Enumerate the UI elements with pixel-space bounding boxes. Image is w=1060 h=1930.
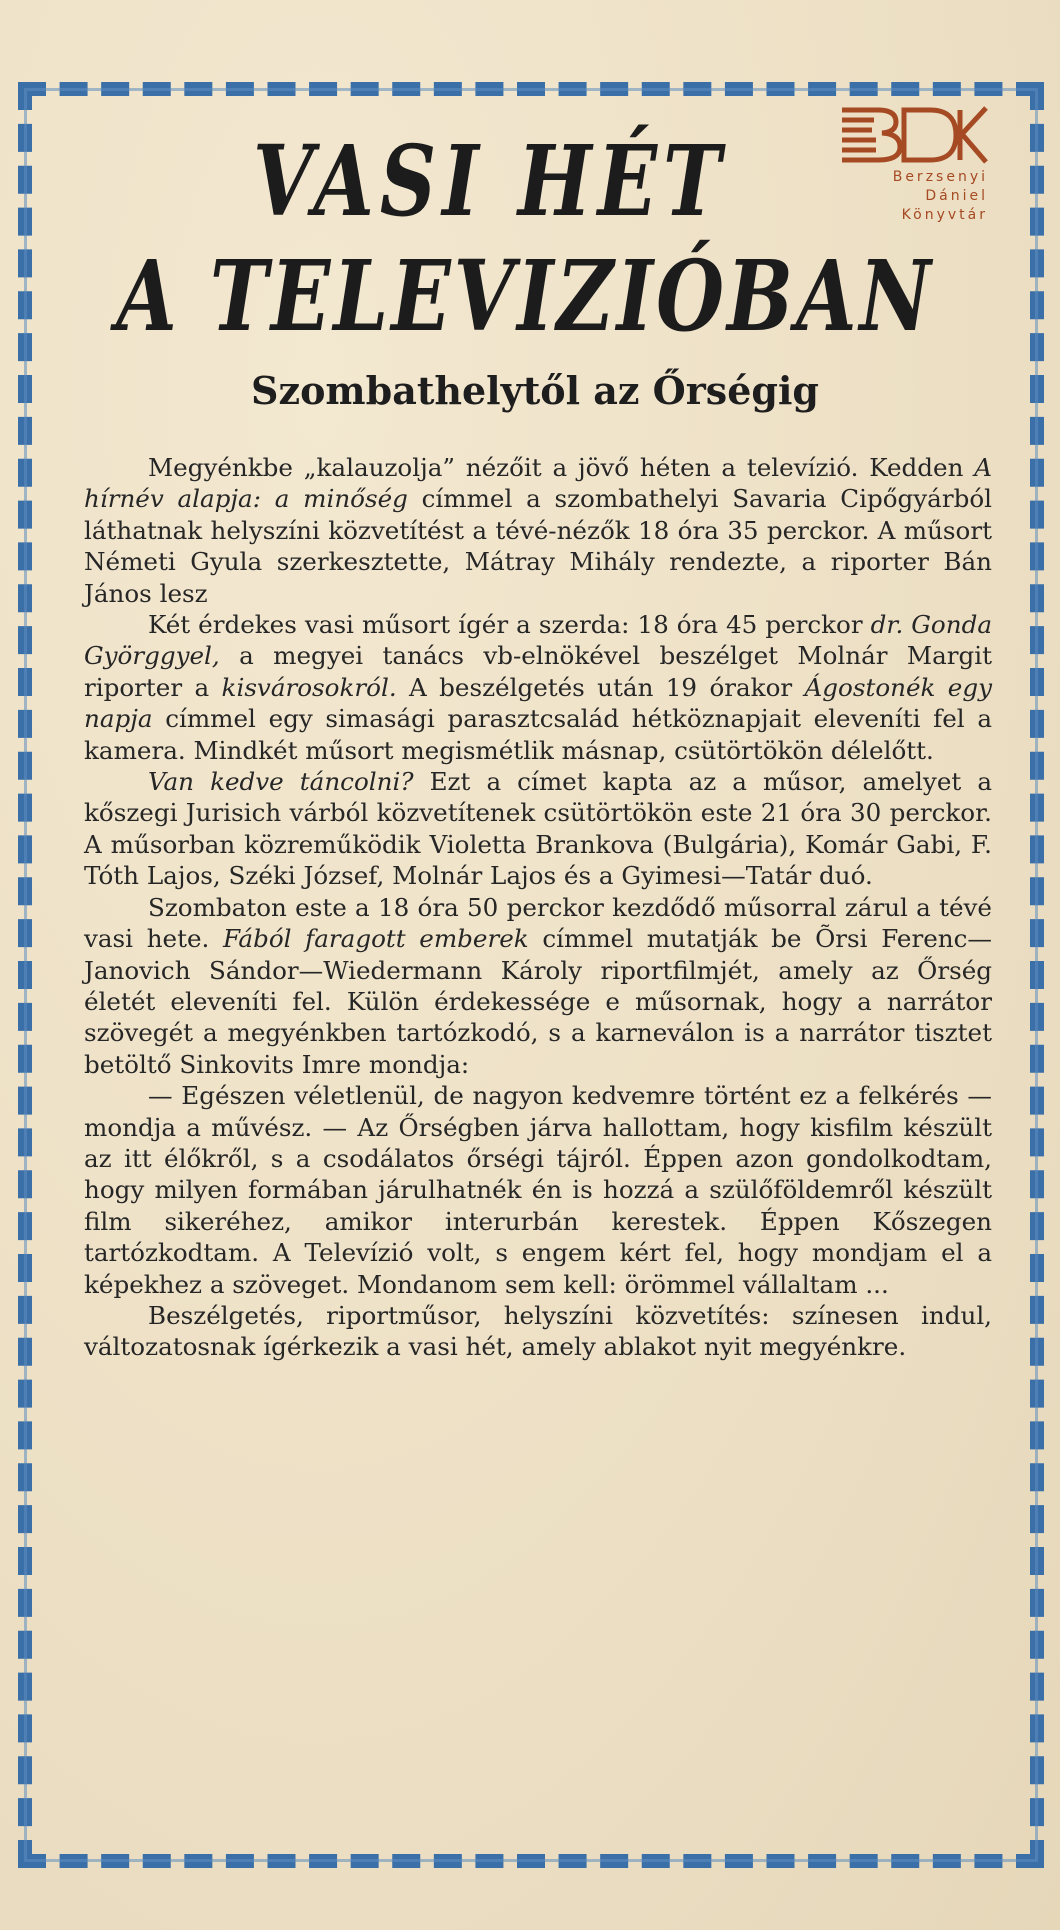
subheadline: Szombathelytől az Őrségig <box>251 368 819 413</box>
program-title: Fából faragott emberek <box>223 924 529 954</box>
paragraph-2 <box>84 609 992 766</box>
text-run: Szombaton este a 18 óra 50 perckor kezdődő műsorral zárul a tévé vasi hete. <box>84 892 992 954</box>
paragraph-4 <box>84 892 992 1080</box>
text-run: Ezt a címet kapta az a műsor, amelyet a kőszegi Jurisich várból közvetítenek csütörtökön este 21 óra 30 perckor. A műsorban közreműködik Violetta Brankova (Bulgária), Komár Gabi, F. Tóth Lajos, Széki József, Molnár Lajos és a Gyimesi—Tatár duó. <box>84 767 992 891</box>
paragraph-1 <box>84 452 992 609</box>
program-title: A hírnév alapja: a minőség <box>84 453 992 514</box>
bdk-logo-icon <box>838 102 988 164</box>
text-run: címmel a szombathelyi Savaria Cipőgyárból láthatnak helyszíni közvetítést a tévé-nézők 18 óra 35 perckor. A műsort Németi Gyula szerkesztette, Mátray Mihály rendezte, a riporter Bán János lesz <box>84 484 993 608</box>
paragraph-3 <box>84 766 992 892</box>
library-logo <box>838 102 988 225</box>
program-title: Ágostonék egy napja <box>84 672 993 734</box>
paragraph-5-quote: — Egészen véletlenül, de nagyon kedvemre történt ez a felkérés — mondja a művész. — Az Őrségben járva hallottam, hogy kisfilm készült az itt élőkről, s a csodálatos őrségi tájról. Éppen azon gondolkodtam, hogy milyen formában járulhatnék én is hozzá a szülőföldemről készült film sikeréhez, amikor interurbán kerestek. Éppen Kőszegen tartózkodtam. A Televízió volt, s engem kért fel, hogy mondjam el a képekhez a szöveget. Mondanom sem kell: örömmel vállaltam ... <box>84 1081 992 1299</box>
logo-line-1: Berzsenyi <box>892 169 988 185</box>
topic: kisvárosokról. <box>221 672 397 702</box>
headline-line-2: A TELEVIZIÓBAN <box>116 240 934 354</box>
logo-line-2: Dániel <box>925 188 988 204</box>
program-title: Van kedve táncolni? <box>148 767 414 797</box>
logo-line-3: Könyvtár <box>901 207 988 223</box>
headline-line-1: VASI HÉT <box>252 125 728 239</box>
text-run: A beszélgetés után 19 órakor <box>396 672 805 702</box>
logo-caption <box>838 168 988 225</box>
text-run: címmel mutatják be Õrsi Ferenc—Janovich Sándor—Wiedermann Károly riportfilmjét, amely az Őrség életét eleveníti fel. Külön érdekessége e műsornak, hogy a narrátor szövegét a megyénkben tartózkodó, s a karneválon is a narrátor tisztet betöltő Sinkovits Imre mondja: <box>84 924 992 1079</box>
article-body <box>84 452 992 1363</box>
person-name: dr. Gonda Györggyel, <box>84 610 992 671</box>
text-run: a megyei tanács vb-elnökével beszélget Molnár Margit riporter a <box>84 641 992 702</box>
text-run: címmel egy simasági parasztcsalád hétköznapjait eleveníti fel a kamera. Mindkét műsort megismétlik másnap, csütörtökön délelőtt. <box>84 704 992 765</box>
text-run: Megyénkbe „kalauzolja” nézőit a jövő héten a televízió. Kedden <box>148 453 975 482</box>
text-run: Két érdekes vasi műsort ígér a szerda: 18 óra 45 perckor <box>148 610 871 640</box>
paragraph-6: Beszélgetés, riportműsor, helyszíni közvetítés: színesen indul, változatosnak ígérkezik a vasi hét, amely ablakot nyit megyénkre. <box>84 1300 992 1362</box>
